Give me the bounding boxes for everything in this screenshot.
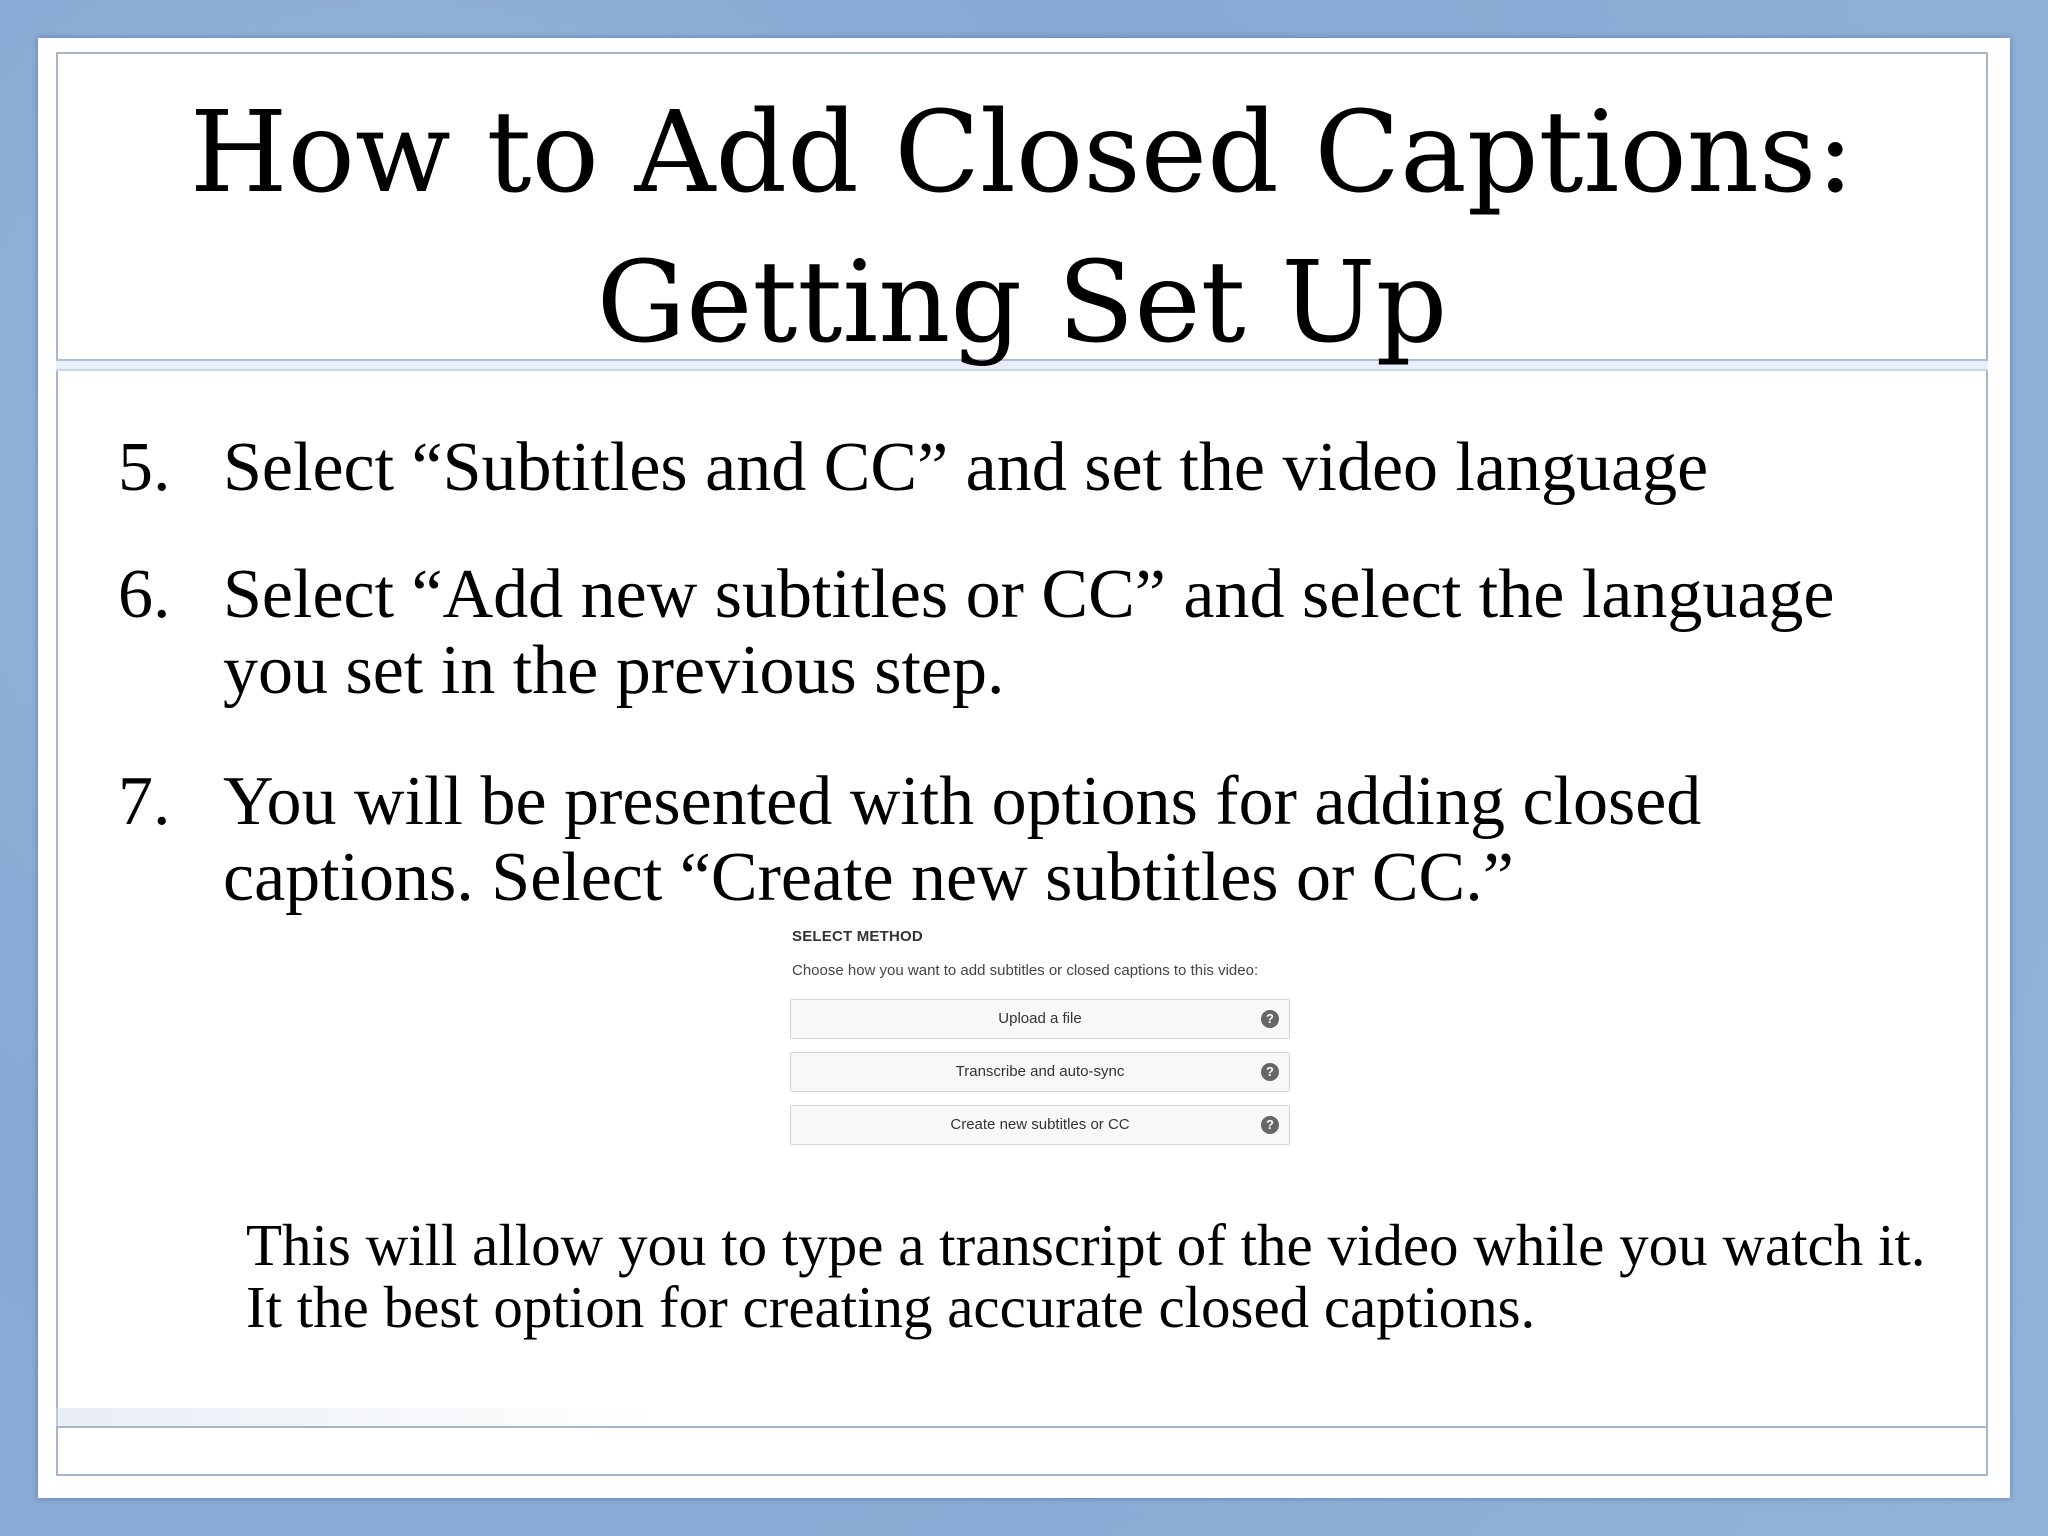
slide: [38, 38, 2010, 1498]
step-number: 7.: [118, 763, 171, 840]
select-method-heading: SELECT METHOD: [792, 928, 923, 945]
help-icon[interactable]: ?: [1261, 1063, 1279, 1081]
step-number: 6.: [118, 556, 171, 633]
step-text: Select “Add new subtitles or CC” and select the language you set in the previous step.: [223, 556, 1835, 709]
explanatory-note: This will allow you to type a transcript of the video while you watch it. It the best option for creating accurate closed captions.: [246, 1212, 1926, 1340]
step-text: You will be presented with options for adding closed captions. Select “Create new subtitles or CC.”: [223, 763, 1702, 916]
transcribe-auto-sync-label: Transcribe and auto-sync: [955, 1063, 1125, 1080]
slide-title: [56, 78, 1988, 378]
create-new-subtitles-button[interactable]: [790, 1105, 1290, 1145]
upload-file-label: Upload a file: [998, 1010, 1082, 1027]
footer-shade: [56, 1408, 656, 1426]
step-number: 5.: [118, 429, 171, 506]
transcribe-auto-sync-button[interactable]: [790, 1052, 1290, 1092]
create-new-subtitles-label: Create new subtitles or CC: [950, 1116, 1130, 1133]
help-icon[interactable]: ?: [1261, 1010, 1279, 1028]
slide-title-line-1: How to Add Closed Captions:: [189, 88, 1855, 218]
footer-divider: [56, 1426, 1988, 1428]
select-method-description: Choose how you want to add subtitles or closed captions to this video:: [792, 962, 1259, 979]
help-icon[interactable]: ?: [1261, 1116, 1279, 1134]
select-method-panel: [790, 928, 1300, 1158]
step-text: Select “Subtitles and CC” and set the video language: [223, 429, 1709, 506]
upload-file-button[interactable]: [790, 999, 1290, 1039]
slide-title-line-2: Getting Set Up: [596, 238, 1448, 368]
